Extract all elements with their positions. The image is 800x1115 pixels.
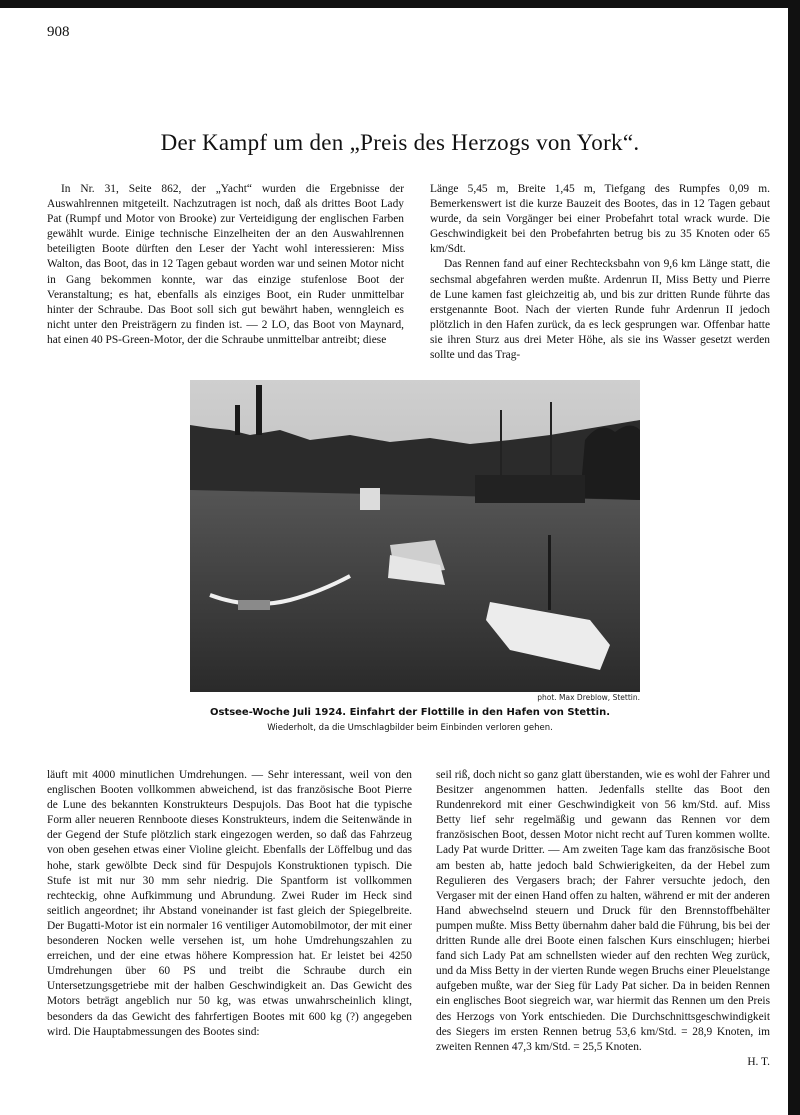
photo-credit: phot. Max Dreblow, Stettin. (537, 693, 640, 702)
harbor-photograph (190, 380, 640, 692)
paragraph: Das Rennen fand auf einer Rechtecksbahn von 9,6 km Länge statt, die sechsmal abgefahren werden mußte. Ardenrun II, Miss Betty und Pierre de Lune kamen fast gleichzeitig ab, und bis zur dritten Runde führte das erstgenannte Boot. Nach der vierten Runde fuhr Ardenrun II jedoch plötzlich in den Hafen zurück, da es leck gesprungen war. Offenbar hatte sie ihren Sturz aus drei Meter Höhe, als sie ins Wasser gesetzt werden sollte und das Trag- (430, 258, 770, 362)
harbor-photo-illustration (190, 380, 640, 692)
paragraph: Länge 5,45 m, Breite 1,45 m, Tiefgang des Rumpfes 0,09 m. Bemerkenswert ist die kurze Bauzeit des Bootes, das in 12 Tagen gebaut wurde, da sein Vorgänger bei einer Probefahrt total wrack wurde. Die Geschwindigkeit bei den Probefahrten betrug bis zu 35 Knoten oder 65 km/Sdt. (430, 183, 770, 256)
photo-caption: Ostsee-Woche Juli 1924. Einfahrt der Flottille in den Hafen von Stettin. (209, 707, 611, 718)
paragraph: In Nr. 31, Seite 862, der „Yacht“ wurden die Ergebnisse der Auswahlrennen mitgeteilt. Nachzutragen ist noch, daß als drittes Boot Lady Pat (Rumpf und Motor von Brooke) zur Verteidigung der englischen Farben gewählt wurde. Einige technische Einzelheiten der an den Auswahlrennen beteiligten Boote dürften den Leser der Yacht wohl interessieren: Miss Walton, das Boot, das in 12 Tagen gebaut worden war und seinen Motor nicht in Gang bekommen konnte, war das einzige stufenlose Boot der Veranstaltung; es hat, ebenfalls als einziges Boot, ein Ruder unmittelbar hinter der Schraube. Das Boot soll sich gut bewährt haben, wenngleich es nicht unter den Preisträgern zu finden ist. — 2 LO, das Boot von Maynard, hat einen 40 PS-Green-Motor, der die Schraube unmittelbar antreibt; diese (47, 183, 404, 346)
scan-border-top (0, 0, 800, 8)
column-lower-right (436, 768, 770, 1070)
column-upper-right (430, 182, 770, 363)
paragraph: seil riß, doch nicht so ganz glatt überstanden, wie es wohl der Fahrer und Besitzer angenommen hatten. Jedenfalls stellte das Boot den Rundenrekord mit einer Geschwindigkeit von 56 km/Std. auf. Miss Betty lief sehr regelmäßig und gewann das Rennen vor dem französischen Boot, dessen Motor nicht recht auf Turen kommen wollte. Lady Pat wurde Dritter. — Am zweiten Tage kam das französische Boot am besten ab, hatte jedoch bald Schwierigkeiten, da der Hebel zum Regulieren des Vergasers brach; der Fahrer versuchte jedoch, den Vergaser mit der einen Hand offen zu halten, während er mit der anderen Hand abwechselnd steuern und Druck für den Brennstoffbehälter pumpen mußte. Miss Betty übernahm daher bald die Führung, bis bei der dritten Runde alle drei Boote einen falschen Kurs einschlugen; hierbei fand sich Lady Pat am schnellsten wieder auf den rechten Weg zurück, und da Miss Betty in der vierten Runde wegen Bruchs einer Pleuelstange aufgeben mußte, war der Sieg für Lady Pat sicher. Da in beiden Rennen ein englisches Boot siegreich war, war hiermit das Rennen um den Preis des Herzogs von York entschieden. Die Durchschnittsgeschwindigkeit des Siegers im ersten Rennen betrug 53,6 km/Std. = 28,9 Knoten, im zweiten Rennen 47,3 km/Std. = 25,5 Knoten. (436, 769, 770, 1053)
scan-border-right (788, 0, 800, 1115)
photo-subcaption: Wiederholt, da die Umschlagbilder beim Einbinden verloren gehen. (267, 723, 553, 733)
article-title: Der Kampf um den „Preis des Herzogs von York“. (160, 130, 640, 155)
column-lower-left (47, 768, 412, 1040)
column-upper-left (47, 182, 404, 348)
page-number: 908 (47, 24, 70, 40)
paragraph: läuft mit 4000 minutlichen Umdrehungen. — Sehr interessant, weil von den englischen Booten vollkommen abweichend, ist das französische Boot Pierre de Lune des bekannten Konstrukteurs Despujols. Das Boot hat die typische Form aller neueren Rennboote dieses Konstrukteurs, indem die Seitenwände in der Gegend der Stufe plötzlich stark eingezogen werden, so daß das Fahrzeug von oben gesehen etwas einer Violine gleicht. Ebenfalls der Löffelbug und das hohe, stark gewölbte Deck sind für Despujols Konstruktionen typisch. Die Stufe ist mit nur 30 mm sehr niedrig. Die Spantform ist vollkommen rechteckig, ohne Aufkimmung und Abrundung. Zwei Ruder im Heck sind seitlich angeordnet; ihr Abstand voneinander ist fast gleich der Spiegelbreite. Der Bugatti-Motor ist ein normaler 16 ventiliger Automobilmotor, der mit einer besonderen Nocken welle versehen ist, um hohe Umdrehungszahlen zu erreichen, und der eine etwas höhere Kompression hat. Er leistet bei 4250 Umdrehungen über 60 PS und treibt die Schraube durch ein Untersetzungsgetriebe mit der halben Geschwindigkeit an. Das Gewicht des Motors beträgt angeblich nur 50 kg, was etwas unwahrscheinlich klingt, besonders da das Gewicht des fahrfertigen Bootes mit 600 kg (?) angegeben wird. Die Hauptabmessungen des Bootes sind: (47, 769, 412, 1038)
author-signoff: H. T. (747, 1055, 770, 1068)
